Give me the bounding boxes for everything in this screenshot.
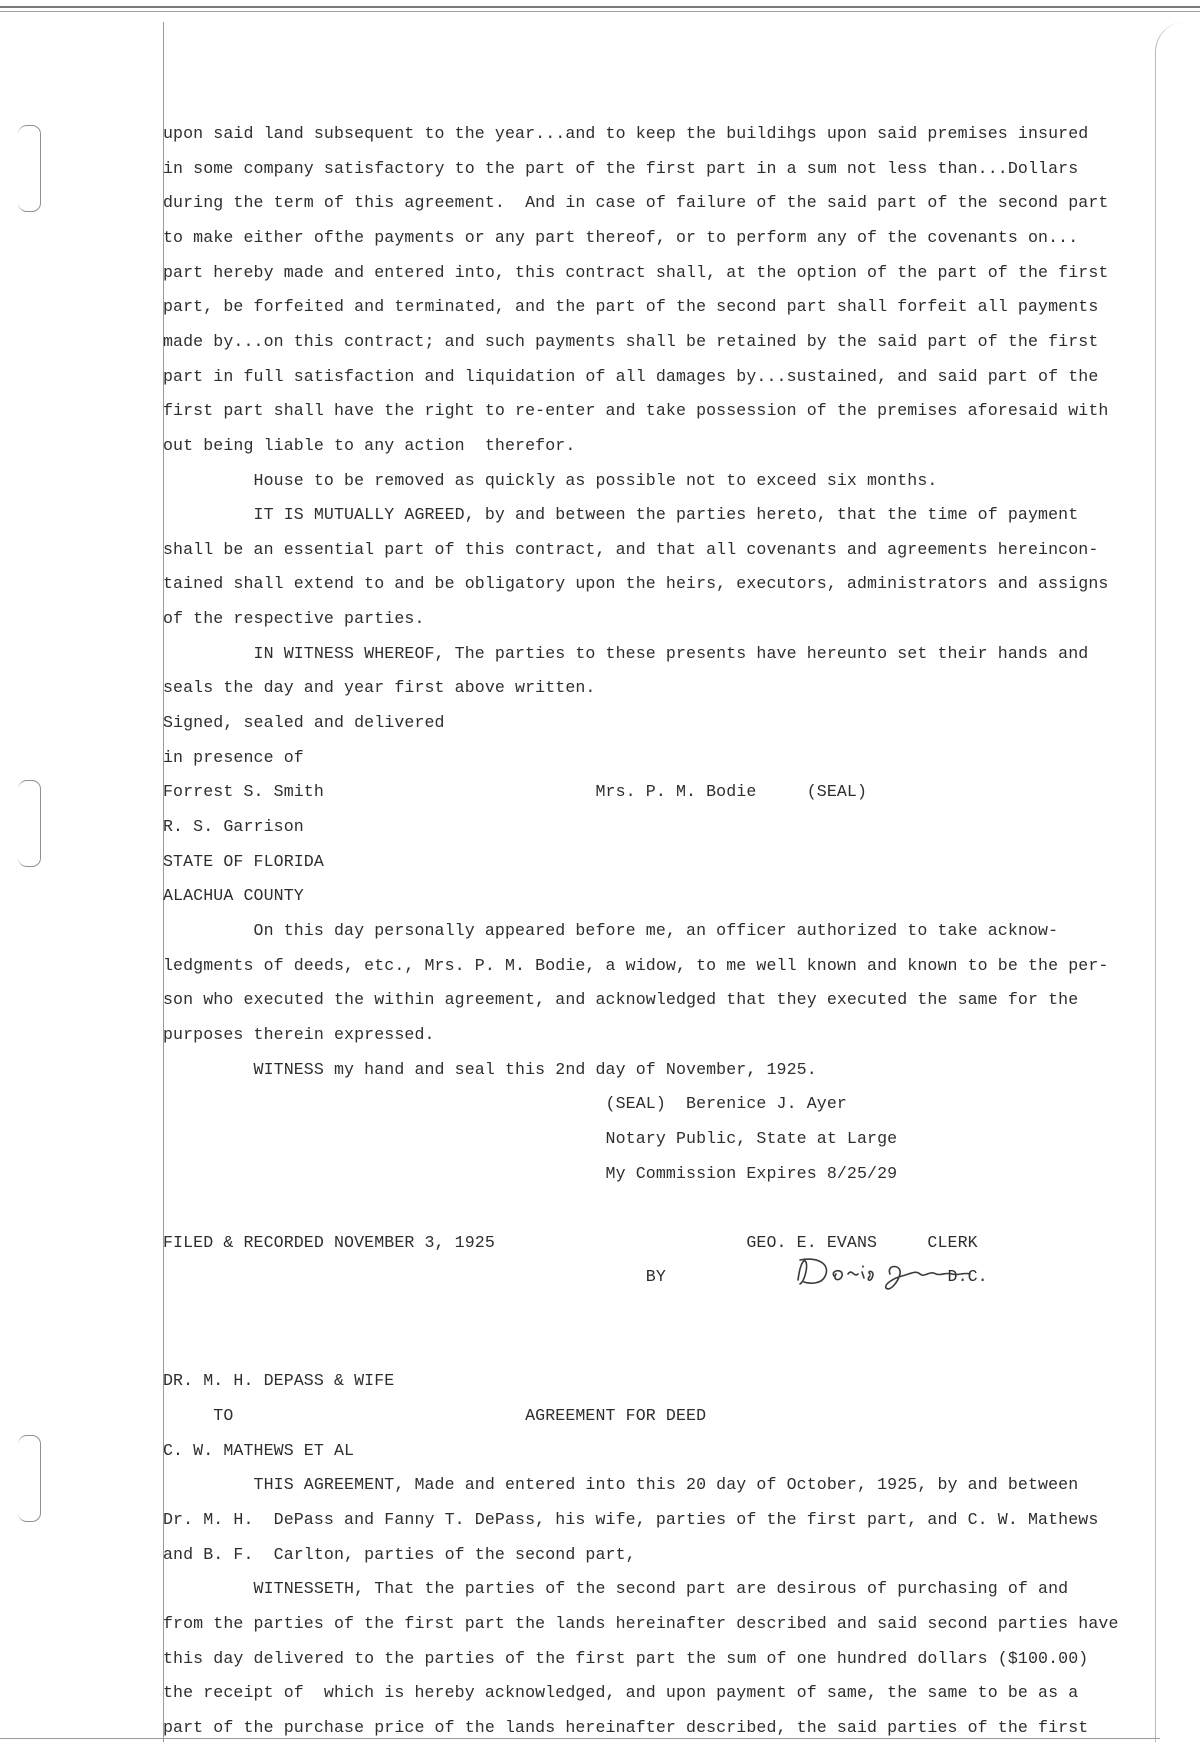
text-line: ALACHUA COUNTY xyxy=(163,886,304,905)
text-line: C. W. MATHEWS ET AL xyxy=(163,1441,355,1460)
text-line: and B. F. Carlton, parties of the second part, xyxy=(163,1545,636,1564)
text-line: the receipt of which is hereby acknowledged, and upon payment of same, the same to be as a xyxy=(163,1683,1079,1702)
binder-hole-icon xyxy=(18,1435,41,1522)
text-line: Signed, sealed and delivered xyxy=(163,713,445,732)
binder-hole-icon xyxy=(18,780,41,867)
text-line: BY D.C. xyxy=(163,1267,988,1286)
binder-hole-icon xyxy=(18,125,41,212)
text-line: in some company satisfactory to the part of the first part in a sum not less than...Dollars xyxy=(163,159,1079,178)
text-line: first part shall have the right to re-enter and take possession of the premises aforesaid with xyxy=(163,401,1109,420)
text-line: House to be removed as quickly as possible not to exceed six months. xyxy=(163,471,938,490)
text-line: Forrest S. Smith Mrs. P. M. Bodie (SEAL) xyxy=(163,782,868,801)
text-line: (SEAL) Berenice J. Ayer xyxy=(163,1094,847,1113)
text-line: shall be an essential part of this contract, and that all covenants and agreements hereincon- xyxy=(163,540,1099,559)
text-line: to make either ofthe payments or any part thereof, or to perform any of the covenants on... xyxy=(163,228,1079,247)
bottom-border xyxy=(0,1738,1160,1739)
text-line: of the respective parties. xyxy=(163,609,425,628)
text-line: part, be forfeited and terminated, and the part of the second part shall forfeit all payments xyxy=(163,297,1099,316)
text-line: upon said land subsequent to the year...and to keep the buildihgs upon said premises insured xyxy=(163,124,1089,143)
text-line: tained shall extend to and be obligatory upon the heirs, executors, administrators and assigns xyxy=(163,574,1109,593)
text-line: seals the day and year first above written. xyxy=(163,678,596,697)
text-line: My Commission Expires 8/25/29 xyxy=(163,1164,898,1183)
text-line: DR. M. H. DEPASS & WIFE xyxy=(163,1371,395,1390)
text-line: ledgments of deeds, etc., Mrs. P. M. Bodie, a widow, to me well known and known to be the per- xyxy=(163,956,1109,975)
text-line: during the term of this agreement. And in case of failure of the said part of the second part xyxy=(163,193,1109,212)
text-line: Notary Public, State at Large xyxy=(163,1129,898,1148)
text-line: FILED & RECORDED NOVEMBER 3, 1925 GEO. E. EVANS CLERK xyxy=(163,1233,978,1252)
text-line: IT IS MUTUALLY AGREED, by and between the parties hereto, that the time of payment xyxy=(163,505,1079,524)
text-line: WITNESS my hand and seal this 2nd day of November, 1925. xyxy=(163,1060,817,1079)
text-line: this day delivered to the parties of the first part the sum of one hundred dollars ($100.00) xyxy=(163,1649,1089,1668)
top-border-inner xyxy=(0,11,1200,12)
text-line: from the parties of the first part the lands hereinafter described and said second parties have xyxy=(163,1614,1119,1633)
text-line: purposes therein expressed. xyxy=(163,1025,435,1044)
text-line: out being liable to any action therefor. xyxy=(163,436,576,455)
text-line: R. S. Garrison xyxy=(163,817,304,836)
text-line: On this day personally appeared before me, an officer authorized to take acknow- xyxy=(163,921,1059,940)
text-line: part hereby made and entered into, this contract shall, at the option of the part of the first xyxy=(163,263,1109,282)
text-line: TO AGREEMENT FOR DEED xyxy=(163,1406,707,1425)
text-line: son who executed the within agreement, and acknowledged that they executed the same for the xyxy=(163,990,1079,1009)
text-line: in presence of xyxy=(163,748,304,767)
handwritten-signature xyxy=(790,1252,980,1292)
text-line: made by...on this contract; and such payments shall be retained by the said part of the first xyxy=(163,332,1099,351)
text-line: STATE OF FLORIDA xyxy=(163,852,324,871)
text-line: THIS AGREEMENT, Made and entered into this 20 day of October, 1925, by and between xyxy=(163,1475,1079,1494)
text-line: Dr. M. H. DePass and Fanny T. DePass, his wife, parties of the first part, and C. W. Mathews xyxy=(163,1510,1099,1529)
text-line: part in full satisfaction and liquidation of all damages by...sustained, and said part of the xyxy=(163,367,1099,386)
text-line: part of the purchase price of the lands hereinafter described, the said parties of the first xyxy=(163,1718,1089,1737)
text-line: WITNESSETH, That the parties of the second part are desirous of purchasing of and xyxy=(163,1579,1069,1598)
text-line: IN WITNESS WHEREOF, The parties to these presents have hereunto set their hands and xyxy=(163,644,1089,663)
top-border xyxy=(0,6,1200,8)
right-page-edge xyxy=(1155,22,1200,1742)
